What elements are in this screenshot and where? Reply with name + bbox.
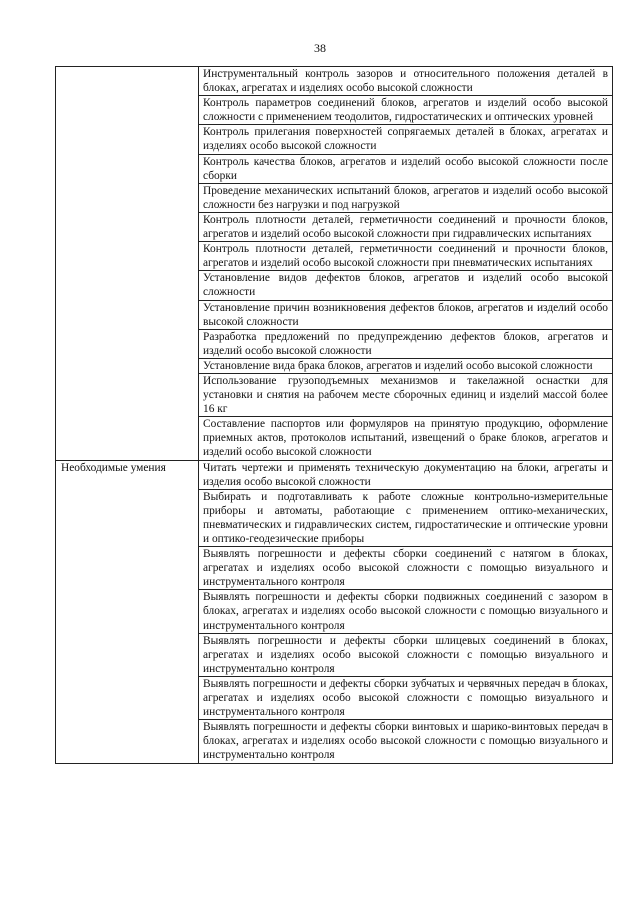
requirements-table [55, 66, 613, 764]
table-row [56, 67, 613, 96]
table-cell: Установление видов дефектов блоков, агрегатов и изделий особо высокой сложности [199, 271, 613, 300]
table-cell: Выявлять погрешности и дефекты сборки шлицевых соединений в блоках, агрегатах и изделиях особо высокой сложности с помощью визуального и инструментально контроля [199, 633, 613, 676]
table-cell: Контроль плотности деталей, герметичности соединений и прочности блоков, агрегатов и изделий особо высокой сложности при пневматических испытаниях [199, 242, 613, 271]
table-cell: Контроль прилегания поверхностей сопрягаемых деталей в блоках, агрегатах и изделиях особо высокой сложности [199, 125, 613, 154]
table-cell: Инструментальный контроль зазоров и относительного положения деталей в блоках, агрегатах и изделиях особо высокой сложности [199, 67, 613, 96]
table-cell: Установление вида брака блоков, агрегатов и изделий особо высокой сложности [199, 358, 613, 373]
table-cell: Разработка предложений по предупреждению дефектов блоков, агрегатов и изделий особо высокой сложности [199, 329, 613, 358]
table-cell: Выбирать и подготавливать к работе сложные контрольно-измерительные приборы и автоматы, работающие с применением оптико-механических, пневматических и гидравлических систем, гидростатические и оптические уровни и оптико-геодезические приборы [199, 489, 613, 546]
table-cell: Выявлять погрешности и дефекты сборки соединений с натягом в блоках, агрегатах и изделиях особо высокой сложности с помощью визуального и инструментального контроля [199, 547, 613, 590]
table-cell: Проведение механических испытаний блоков, агрегатов и изделий особо высокой сложности без нагрузки и под нагрузкой [199, 183, 613, 212]
table-cell: Использование грузоподъемных механизмов и такелажной оснастки для установки и снятия на рабочем месте сборочных единиц и изделий массой более 16 кг [199, 373, 613, 416]
table-cell: Выявлять погрешности и дефекты сборки зубчатых и червячных передач в блоках, агрегатах и изделиях особо высокой сложности с помощью визуального и инструментального контроля [199, 676, 613, 719]
table-cell: Контроль качества блоков, агрегатов и изделий особо высокой сложности после сборки [199, 154, 613, 183]
section-label [56, 67, 199, 461]
table-cell: Контроль плотности деталей, герметичности соединений и прочности блоков, агрегатов и изделий особо высокой сложности при гидравлических испытаниях [199, 212, 613, 241]
table-cell: Составление паспортов или формуляров на принятую продукцию, оформление приемных актов, протоколов испытаний, извещений о браке блоков, агрегатов и изделий особо высокой сложности [199, 417, 613, 460]
table-cell: Установление причин возникновения дефектов блоков, агрегатов и изделий особо высокой сложности [199, 300, 613, 329]
section-label: Необходимые умения [56, 460, 199, 763]
page-number: 38 [314, 41, 326, 55]
table-cell: Контроль параметров соединений блоков, агрегатов и изделий особо высокой сложности с применением теодолитов, гидростатических и оптических уровней [199, 96, 613, 125]
table-cell: Читать чертежи и применять техническую документацию на блоки, агрегаты и изделия особо высокой сложности [199, 460, 613, 489]
table-row [56, 460, 613, 489]
table-cell: Выявлять погрешности и дефекты сборки подвижных соединений с зазором в блоках, агрегатах и изделиях особо высокой сложности с помощью визуального и инструментального контроля [199, 590, 613, 633]
table-cell: Выявлять погрешности и дефекты сборки винтовых и шарико-винтовых передач в блоках, агрегатах и изделиях особо высокой сложности с помощью визуального и инструментально контроля [199, 720, 613, 763]
